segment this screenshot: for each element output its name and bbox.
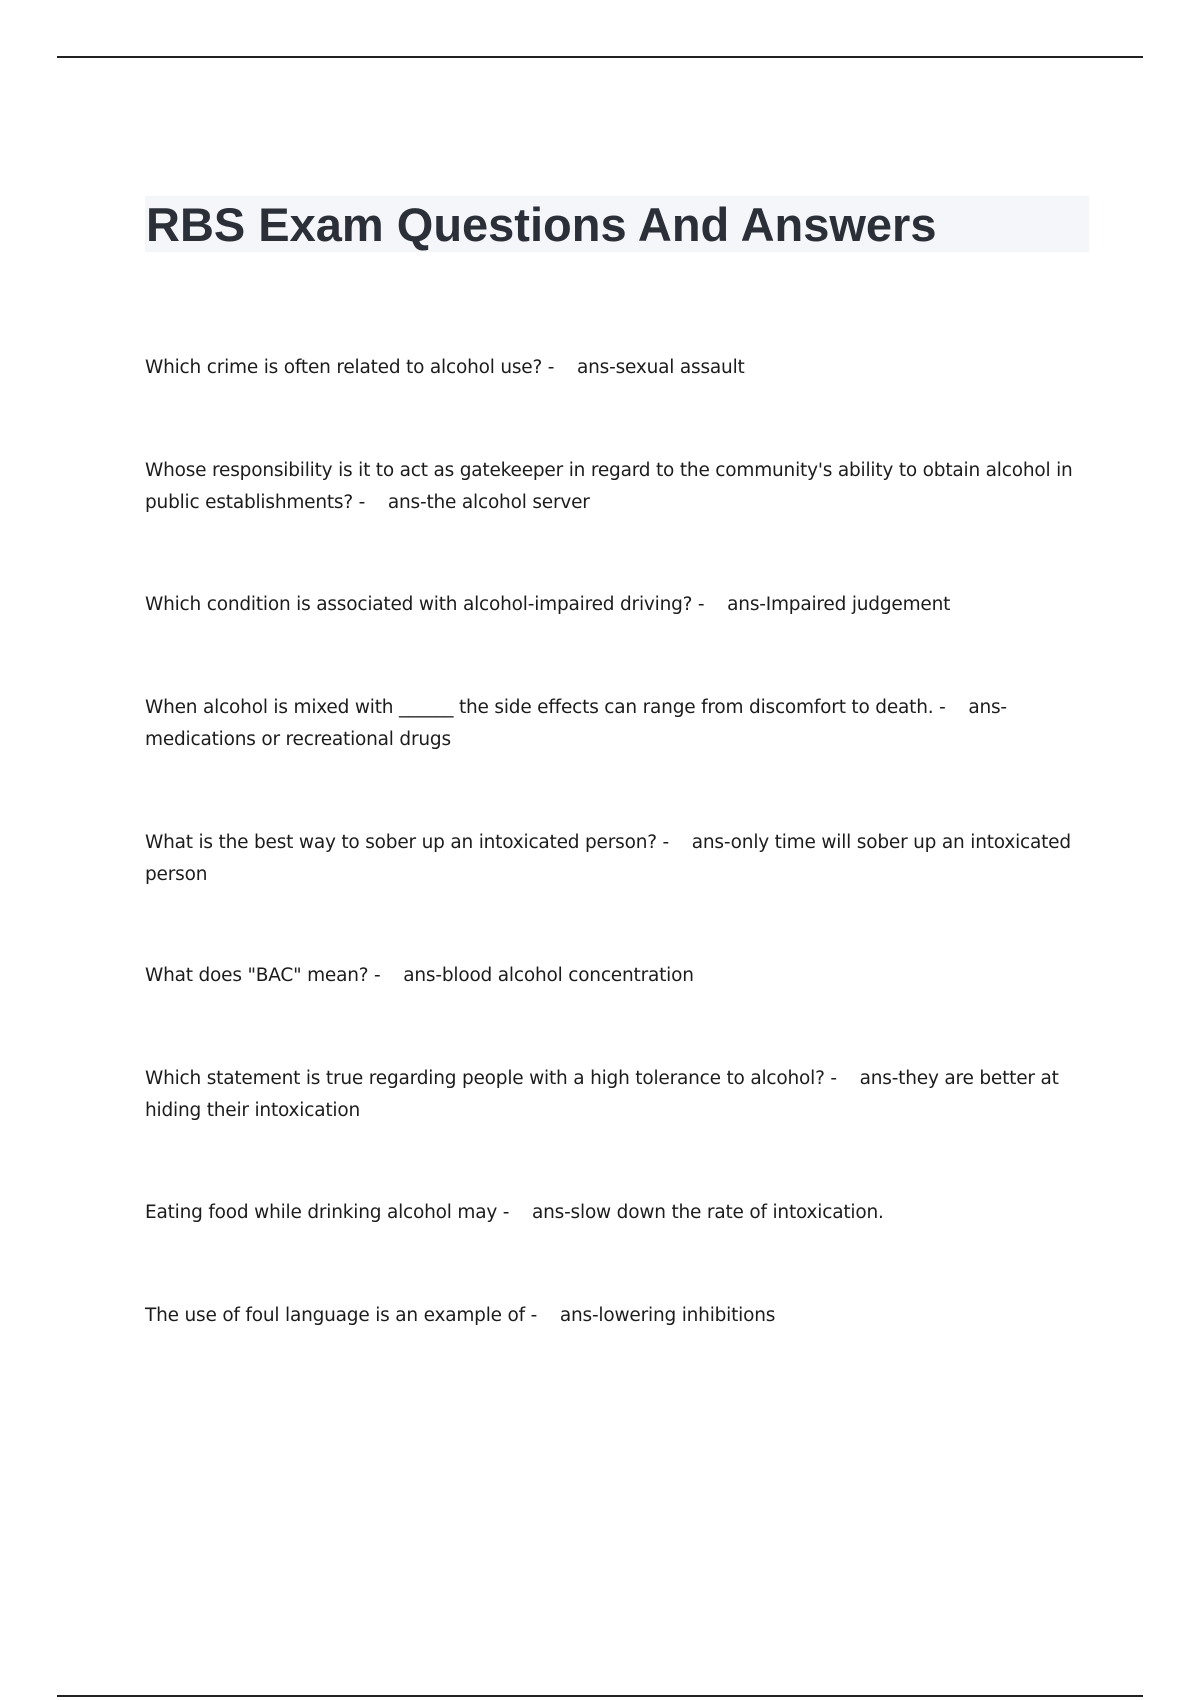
question-text: Which statement is true regarding people with a high tolerance to alcohol? - — [145, 1068, 837, 1089]
answer-text: ans-blood alcohol concentration — [403, 965, 694, 986]
qa-item — [145, 960, 1085, 992]
question-text: Eating food while drinking alcohol may - — [145, 1202, 510, 1223]
answer-text: ans-lowering inhibitions — [559, 1305, 776, 1326]
bottom-rule — [57, 1695, 1143, 1697]
top-rule — [57, 56, 1143, 58]
answer-text: ans-sexual assault — [577, 357, 745, 378]
answer-text: ans-the alcohol server — [387, 492, 590, 513]
answer-text: ans-they are better at hiding their intoxication — [145, 1068, 1059, 1121]
question-text: What does "BAC" mean? - — [145, 965, 381, 986]
answer-text: ans-medications or recreational drugs — [145, 697, 1007, 750]
qa-item — [145, 1063, 1085, 1127]
question-text: When alcohol is mixed with ______ the side effects can range from discomfort to death. - — [145, 697, 946, 718]
qa-item — [145, 1197, 1085, 1229]
qa-item — [145, 589, 1085, 621]
question-text: The use of foul language is an example of - — [145, 1305, 538, 1326]
qa-item — [145, 692, 1085, 756]
question-text: Which condition is associated with alcohol-impaired driving? - — [145, 594, 705, 615]
answer-text: ans-only time will sober up an intoxicated person — [145, 832, 1071, 885]
question-text: What is the best way to sober up an intoxicated person? - — [145, 832, 670, 853]
page-title: RBS Exam Questions And Answers — [146, 198, 937, 251]
qa-item — [145, 455, 1085, 519]
question-text: Whose responsibility is it to act as gatekeeper in regard to the community's ability to obtain alcohol in public establishments? - — [145, 460, 1073, 513]
answer-text: ans-Impaired judgement — [727, 594, 951, 615]
question-text: Which crime is often related to alcohol use? - — [145, 357, 555, 378]
answer-text: ans-slow down the rate of intoxication. — [531, 1202, 884, 1223]
qa-item — [145, 827, 1085, 891]
qa-item — [145, 352, 1085, 384]
qa-item — [145, 1300, 1085, 1332]
